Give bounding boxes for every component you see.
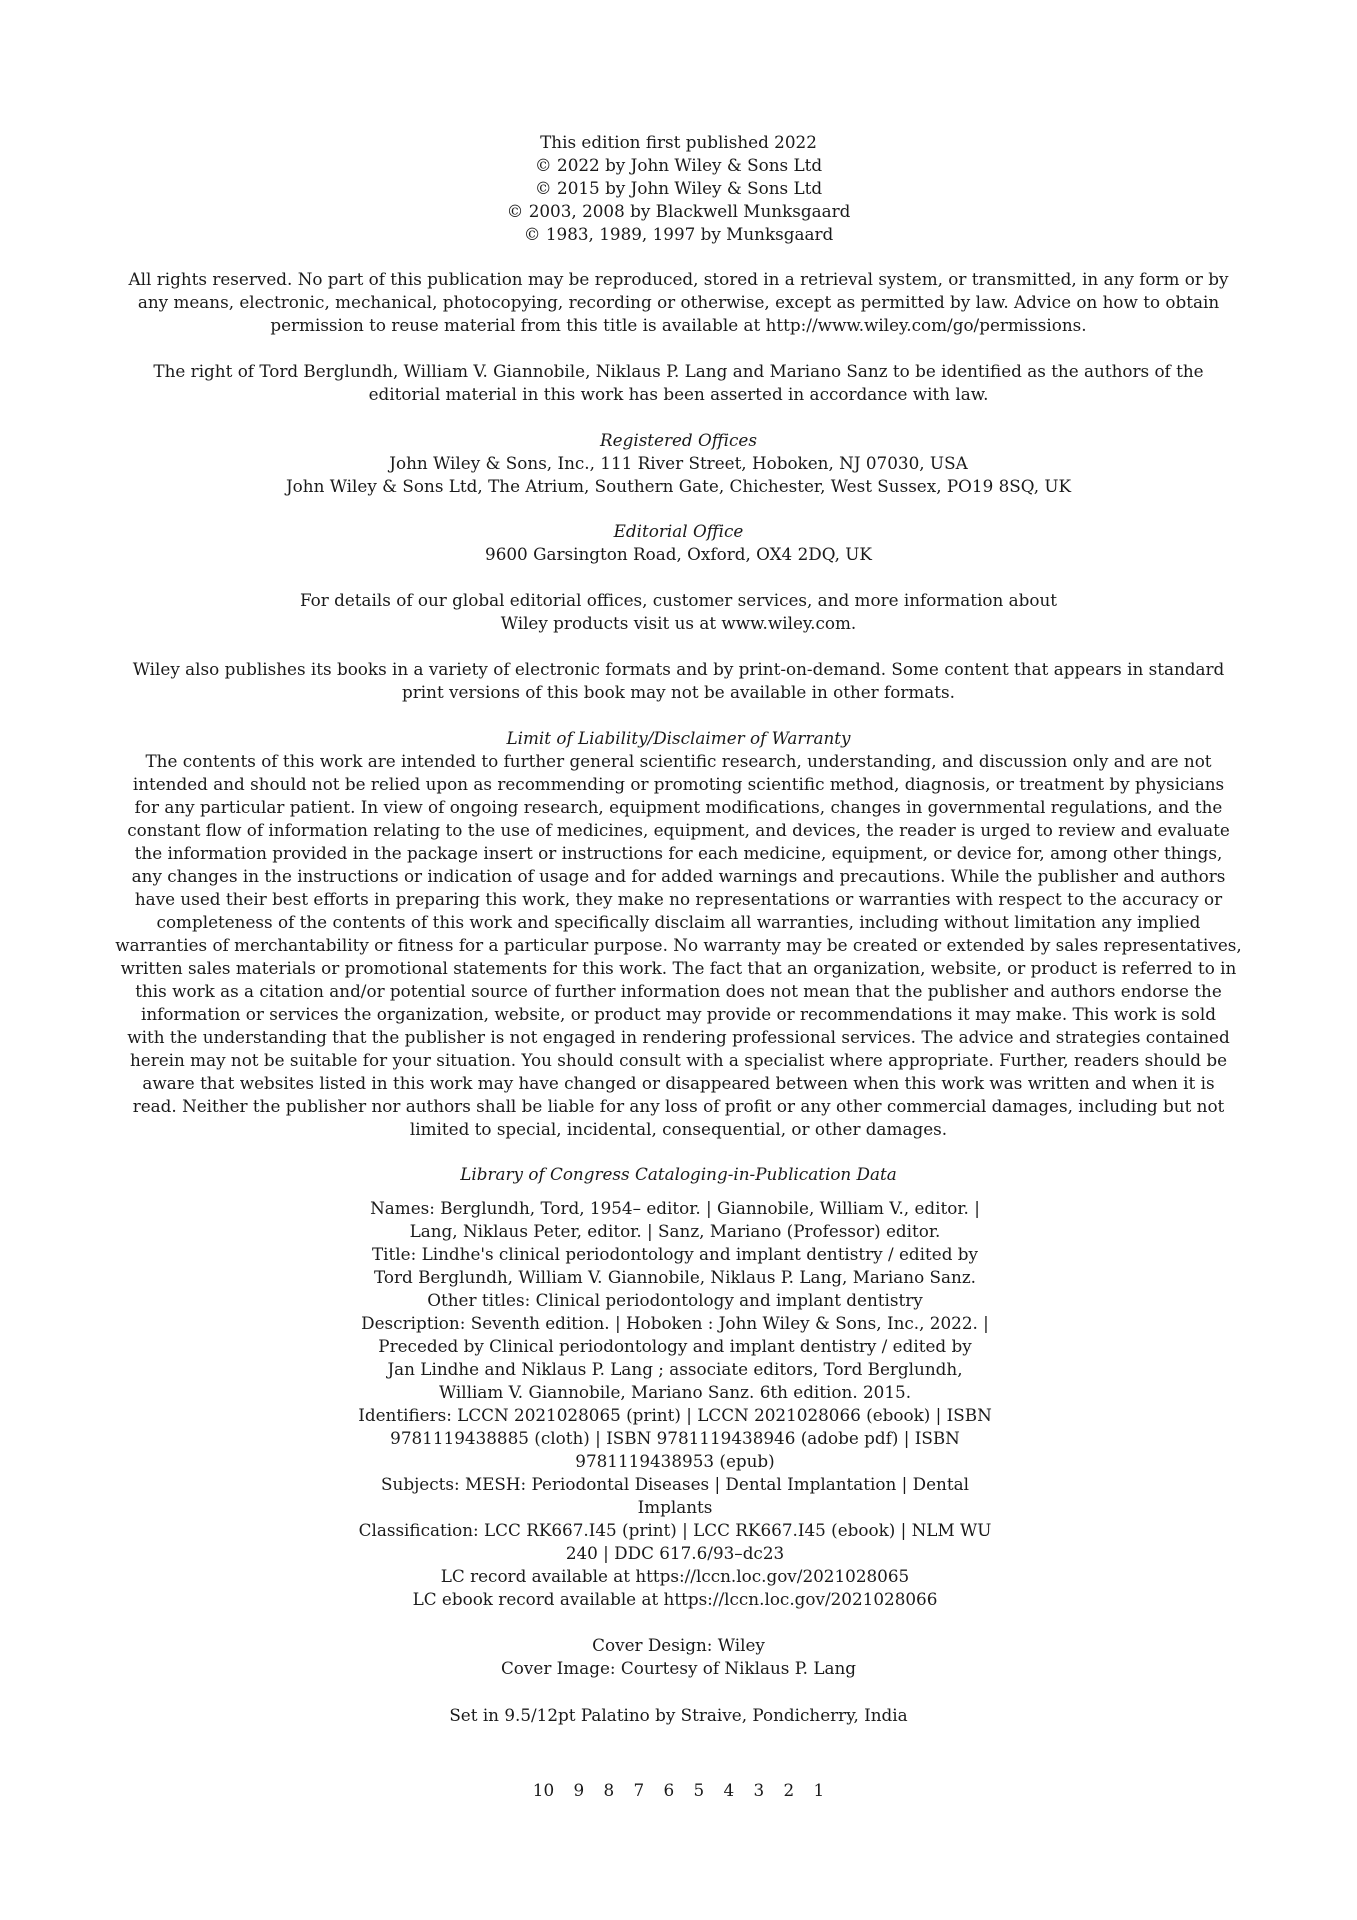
cip-heading: Library of Congress Cataloging-in-Publication Data xyxy=(460,1164,897,1184)
cip-line: Tord Berglundh, William V. Giannobile, Niklaus P. Lang, Mariano Sanz. xyxy=(374,1267,976,1287)
cip-line: LC ebook record available at https://lccn.loc.gov/2021028066 xyxy=(412,1589,938,1609)
formats-block xyxy=(0,658,1357,704)
typeset-line: Set in 9.5/12pt Palatino by Straive, Pondicherry, India xyxy=(449,1705,908,1725)
office-address: 9600 Garsington Road, Oxford, OX4 2DQ, UK xyxy=(485,544,872,564)
copyright-line: © 1983, 1989, 1997 by Munksgaard xyxy=(523,224,834,244)
liability-line: completeness of the contents of this work and specifically disclaim all warranties, including without limitation any implied xyxy=(156,912,1201,932)
cip-line: Lang, Niklaus Peter, editor. | Sanz, Mariano (Professor) editor. xyxy=(409,1221,941,1241)
copyright-line: This edition first published 2022 xyxy=(540,132,817,152)
liability-line: aware that websites listed in this work may have changed or disappeared between when this work was written and when it is xyxy=(142,1073,1215,1093)
formats-line: Wiley also publishes its books in a variety of electronic formats and by print-on-demand. Some content that appears in standard xyxy=(132,659,1225,679)
formats-line: print versions of this book may not be available in other formats. xyxy=(402,682,955,702)
copyright-line: © 2003, 2008 by Blackwell Munksgaard xyxy=(506,201,851,221)
copyright-block xyxy=(0,131,1357,246)
liability-line: have used their best efforts in preparing this work, they make no representations or warranties with respect to the accuracy or xyxy=(134,889,1223,909)
cip-line: Names: Berglundh, Tord, 1954– editor. | Giannobile, William V., editor. | xyxy=(370,1198,980,1218)
typeset-block xyxy=(0,1704,1357,1727)
rights-line: any means, electronic, mechanical, photocopying, recording or otherwise, except as permitted by law. Advice on how to obtain xyxy=(137,292,1220,312)
details-line: For details of our global editorial offices, customer services, and more information about xyxy=(299,590,1058,610)
cip-line: LC record available at https://lccn.loc.gov/2021028065 xyxy=(440,1566,910,1586)
liability-line: with the understanding that the publisher is not engaged in rendering professional services. The advice and strategies contained xyxy=(127,1027,1230,1047)
authors-right-line: editorial material in this work has been asserted in accordance with law. xyxy=(368,384,989,404)
cip-line: Identifiers: LCCN 2021028065 (print) | LCCN 2021028066 (ebook) | ISBN xyxy=(358,1405,992,1425)
authors-right-line: The right of Tord Berglundh, William V. Giannobile, Niklaus P. Lang and Mariano Sanz to be identified as the authors of the xyxy=(153,361,1204,381)
cip-line: Implants xyxy=(637,1497,713,1517)
office-address: John Wiley & Sons Ltd, The Atrium, Southern Gate, Chichester, West Sussex, PO19 8SQ, UK xyxy=(285,476,1072,496)
liability-line: any changes in the instructions or indication of usage and for added warnings and precautions. While the publisher and authors xyxy=(131,866,1226,886)
liability-block xyxy=(0,727,1357,1141)
rights-block xyxy=(0,268,1357,337)
details-block xyxy=(0,589,1357,635)
cip-line: 9781119438953 (epub) xyxy=(575,1451,775,1471)
cip-line: 240 | DDC 617.6/93–dc23 xyxy=(565,1543,785,1563)
rights-line: All rights reserved. No part of this publication may be reproduced, stored in a retrieval system, or transmitted, in any form or by xyxy=(128,269,1229,289)
cip-line: Classification: LCC RK667.I45 (print) | LCC RK667.I45 (ebook) | NLM WU xyxy=(358,1520,992,1540)
cover-credit-line: Cover Design: Wiley xyxy=(592,1635,765,1655)
rights-line: permission to reuse material from this title is available at http://www.wiley.com/go/permissions. xyxy=(270,315,1087,335)
registered-offices-block xyxy=(0,429,1357,498)
liability-line: written sales materials or promotional statements for this work. The fact that an organization, website, or product is referred to in xyxy=(120,958,1237,978)
liability-line: The contents of this work are intended to further general scientific research, understanding, and discussion only and are not xyxy=(145,751,1212,771)
liability-line: the information provided in the package insert or instructions for each medicine, equipment, or device for, among other things, xyxy=(134,843,1223,863)
authors-right-block xyxy=(0,360,1357,406)
office-address: John Wiley & Sons, Inc., 111 River Street, Hoboken, NJ 07030, USA xyxy=(389,453,968,473)
cip-line: Other titles: Clinical periodontology and implant dentistry xyxy=(427,1290,923,1310)
liability-line: limited to special, incidental, consequential, or other damages. xyxy=(409,1119,948,1139)
cip-line: 9781119438885 (cloth) | ISBN 9781119438946 (adobe pdf) | ISBN xyxy=(390,1428,960,1448)
editorial-office-block xyxy=(0,520,1357,566)
registered-offices-heading: Registered Offices xyxy=(600,430,757,450)
liability-line: constant flow of information relating to the use of medicines, equipment, and devices, the reader is urged to review and evaluate xyxy=(127,820,1230,840)
liability-line: warranties of merchantability or fitness for a particular purpose. No warranty may be created or extended by sales representatives, xyxy=(115,935,1242,955)
copyright-line: © 2022 by John Wiley & Sons Ltd xyxy=(534,155,823,175)
liability-line: intended and should not be relied upon as recommending or promoting scientific method, diagnosis, or treatment by physicians xyxy=(132,774,1225,794)
cover-credit-line: Cover Image: Courtesy of Niklaus P. Lang xyxy=(500,1658,857,1678)
liability-line: for any particular patient. In view of ongoing research, equipment modifications, changes in governmental regulations, and the xyxy=(134,797,1223,817)
liability-line: this work as a citation and/or potential source of further information does not mean that the publisher and authors endorse the xyxy=(135,981,1222,1001)
cip-line: William V. Giannobile, Mariano Sanz. 6th edition. 2015. xyxy=(438,1382,912,1402)
cip-heading-block xyxy=(0,1163,1357,1186)
cover-credits-block xyxy=(0,1634,1357,1680)
copyright-line: © 2015 by John Wiley & Sons Ltd xyxy=(534,178,823,198)
liability-line: read. Neither the publisher nor authors shall be liable for any loss of profit or any other commercial damages, including but not xyxy=(132,1096,1225,1116)
cip-block xyxy=(345,1197,1005,1611)
printing-line: 10 9 8 7 6 5 4 3 2 1 xyxy=(532,1780,825,1800)
cip-line: Description: Seventh edition. | Hoboken : John Wiley & Sons, Inc., 2022. | xyxy=(361,1313,989,1333)
cip-line: Preceded by Clinical periodontology and implant dentistry / edited by xyxy=(378,1336,972,1356)
details-line: Wiley products visit us at www.wiley.com. xyxy=(500,613,857,633)
cip-line: Jan Lindhe and Niklaus P. Lang ; associate editors, Tord Berglundh, xyxy=(387,1359,963,1379)
liability-heading: Limit of Liability/Disclaimer of Warranty xyxy=(506,728,851,748)
liability-line: information or services the organization, website, or product may provide or recommendations it may make. This work is sold xyxy=(141,1004,1216,1024)
cip-line: Title: Lindhe's clinical periodontology and implant dentistry / edited by xyxy=(371,1244,978,1264)
liability-line: herein may not be suitable for your situation. You should consult with a specialist where appropriate. Further, readers should be xyxy=(129,1050,1228,1070)
editorial-office-heading: Editorial Office xyxy=(613,521,744,541)
cip-line: Subjects: MESH: Periodontal Diseases | Dental Implantation | Dental xyxy=(381,1474,969,1494)
